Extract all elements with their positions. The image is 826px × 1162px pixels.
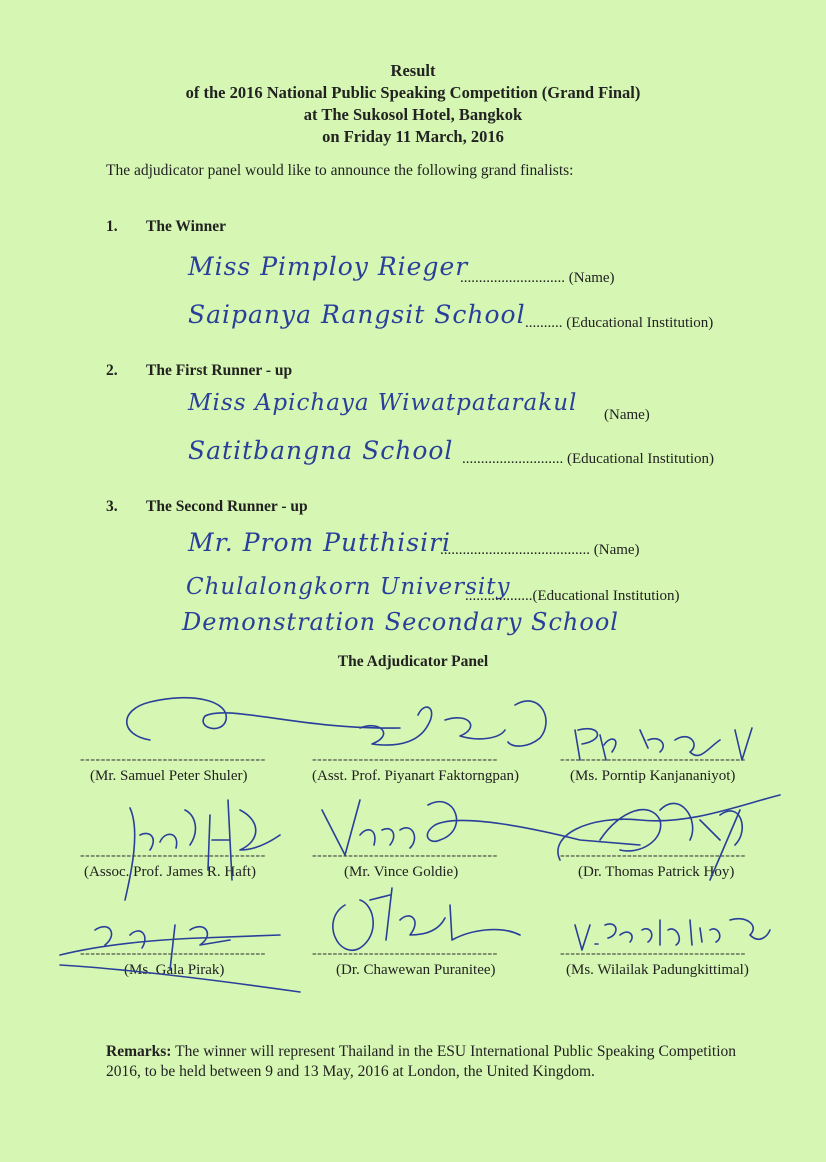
signature-line-1: ------------------------------------ (80, 752, 266, 767)
winner-1-institution-field: .......... (Educational Institution) (525, 315, 714, 331)
signature-puranitee (333, 888, 520, 950)
panel-member-2: (Asst. Prof. Piyanart Faktorngpan) (312, 768, 520, 784)
panel-member-6: (Dr. Thomas Patrick Hoy) (578, 864, 735, 880)
place-number-3: 3. (106, 498, 118, 515)
signature-line-9: ------------------------------------ (560, 946, 746, 961)
signature-shuler (127, 698, 400, 740)
winner-3-institution-handwritten: Chulalongkorn University (186, 574, 511, 600)
signature-haft (125, 800, 280, 900)
signature-padungkittimal (575, 919, 770, 950)
panel-member-7: (Ms. Gala Pirak) (124, 962, 225, 978)
winner-3-institution-field: ..................(Educational Institution) (465, 588, 680, 604)
winner-2-name-field: (Name) (604, 407, 650, 423)
winner-3-institution-line2-handwritten: Demonstration Secondary School (182, 608, 619, 636)
winner-2-institution-field: ........................... (Educational Institution) (462, 451, 715, 467)
title-line-3: at The Sukosol Hotel, Bangkok (303, 105, 523, 124)
winner-1-name-handwritten: Miss Pimploy Rieger (188, 252, 469, 281)
winner-3-name-field: ........................................ (Name) (440, 542, 640, 558)
signature-line-2: ------------------------------------ (312, 752, 498, 767)
remarks-label: Remarks: (106, 1043, 172, 1060)
signature-line-8: ------------------------------------ (312, 946, 498, 961)
panel-member-4: (Assoc. Prof. James R. Haft) (84, 864, 257, 880)
winner-2-institution-handwritten: Satitbangna School (188, 436, 454, 465)
panel-member-8: (Dr. Chawewan Puranitee) (336, 962, 496, 978)
signature-line-3: ------------------------------------ (560, 752, 746, 767)
title-line-2: of the 2016 National Public Speaking Competition (Grand Final) (185, 83, 641, 102)
signature-faktorngpan (360, 701, 546, 746)
panel-heading: The Adjudicator Panel (337, 653, 489, 670)
place-number-2: 2. (106, 362, 118, 379)
signature-line-5: ------------------------------------ (312, 848, 498, 863)
winner-3-name-handwritten: Mr. Prom Putthisiri (188, 528, 452, 557)
panel-member-3: (Ms. Porntip Kanjananiyot) (570, 768, 736, 784)
signature-kanjananiyot (575, 728, 752, 760)
remarks-paragraph (106, 1042, 736, 1082)
panel-member-9: (Ms. Wilailak Padungkittimal) (566, 962, 749, 978)
winner-1-name-field: ............................ (Name) (460, 270, 615, 286)
place-number-1: 1. (106, 218, 118, 235)
signature-line-4: ------------------------------------ (80, 848, 266, 863)
place-label-3: The Second Runner - up (146, 498, 308, 515)
winner-1-institution-handwritten: Saipanya Rangsit School (188, 300, 526, 329)
remarks-text: The winner will represent Thailand in the ESU International Public Speaking Competition 2016, to be held between 9 and 13 May, 2016 at London, the United Kingdom. (106, 1043, 736, 1080)
title-line-4: on Friday 11 March, 2016 (322, 127, 504, 146)
place-label-1: The Winner (146, 218, 226, 235)
title-line-1: Result (390, 61, 436, 80)
intro-text: The adjudicator panel would like to announce the following grand finalists: (106, 162, 574, 179)
place-label-2: The First Runner - up (146, 362, 293, 379)
signature-pirak (60, 925, 300, 992)
signature-goldie (322, 800, 640, 855)
signature-line-7: ------------------------------------ (80, 946, 266, 961)
winner-2-name-handwritten: Miss Apichaya Wiwatpatarakul (188, 390, 578, 416)
panel-member-1: (Mr. Samuel Peter Shuler) (90, 768, 248, 784)
panel-member-5: (Mr. Vince Goldie) (344, 864, 459, 880)
signature-line-6: ------------------------------------ (560, 848, 746, 863)
signature-hoy (558, 795, 780, 880)
